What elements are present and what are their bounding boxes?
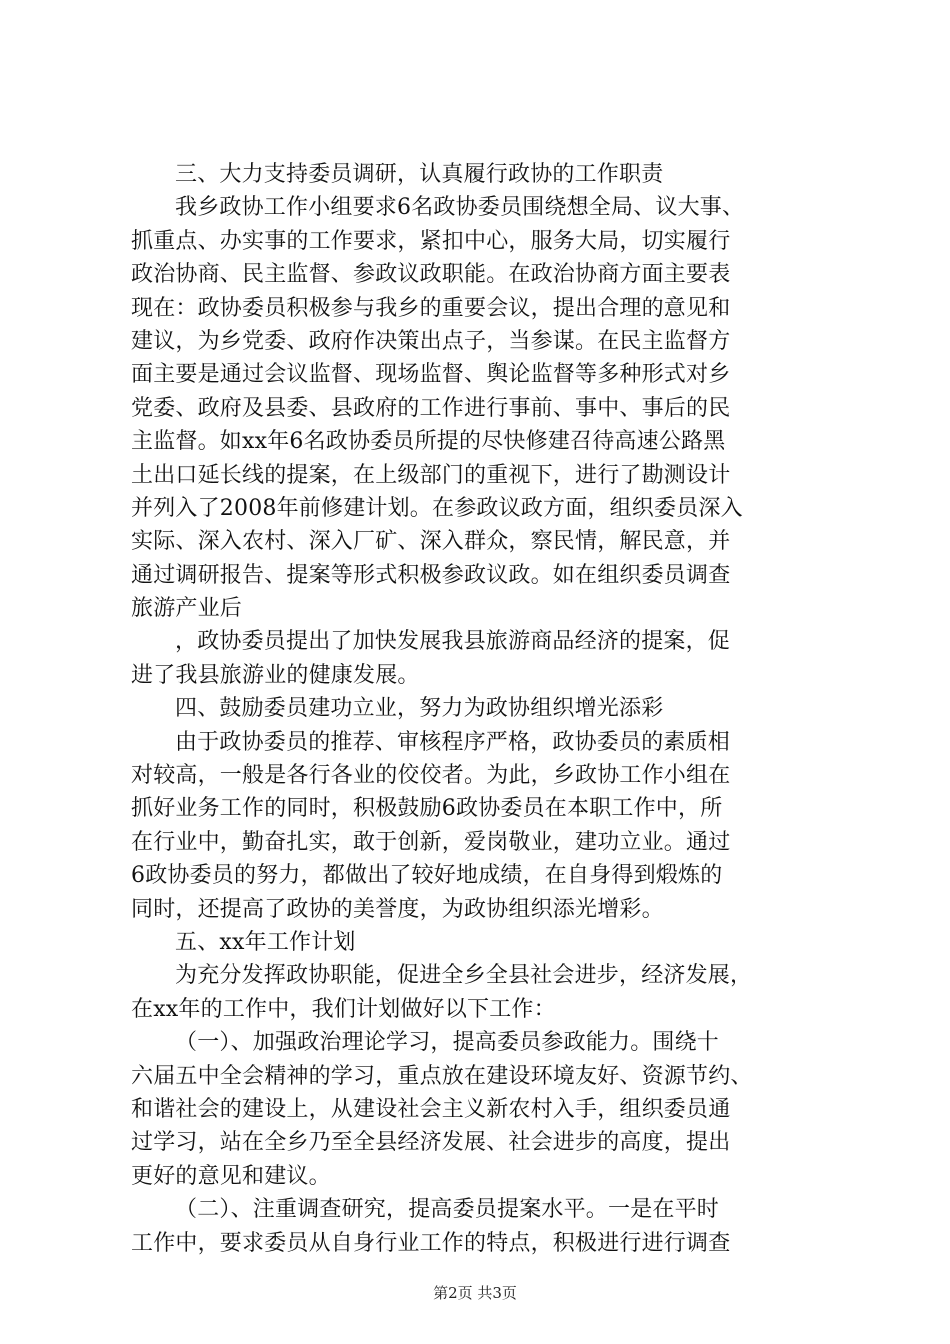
text-line: 为充分发挥政协职能，促进全乡全县社会进步，经济发展， [175, 963, 753, 989]
text-line: 过学习，站在全乡乃至全县经济发展、社会进步的高度，提出 [131, 1130, 731, 1156]
section-heading: 三、大力支持委员调研，认真履行政协的工作职责 [175, 162, 664, 187]
text-line: 六届五中全会精神的学习，重点放在建设环境友好、资源节约、 [131, 1063, 753, 1089]
document-body [131, 158, 835, 1260]
text-line: 更好的意见和建议。 [131, 1163, 331, 1189]
text-line: 同时，还提高了政协的美誉度，为政协组织添光增彩。 [131, 896, 664, 922]
text-line: 通过调研报告、提案等形式积极参政议政。如在组织委员调查 [131, 562, 731, 588]
text-line: 党委、政府及县委、县政府的工作进行事前、事中、事后的民 [131, 395, 731, 421]
text-line: 旅游产业后 [131, 596, 243, 622]
text-line: （一）、加强政治理论学习，提高委员参政能力。围绕十 [175, 1030, 720, 1056]
text-line: 实际、深入农村、深入厂矿、深入群众，察民情，解民意，并 [131, 529, 731, 555]
text-line: 在xx年的工作中，我们计划做好以下工作： [131, 996, 556, 1022]
text-line: 对较高，一般是各行各业的佼佼者。为此，乡政协工作小组在 [131, 763, 731, 789]
text-line: 主监督。如xx年6名政协委员所提的尽快修建召待高速公路黑 [131, 429, 726, 455]
text-line: 我乡政协工作小组要求6名政协委员围绕想全局、议大事、 [175, 195, 745, 221]
text-line: 和谐社会的建设上，从建设社会主义新农村入手，组织委员通 [131, 1096, 731, 1122]
text-line: （二）、注重调查研究，提高委员提案水平。一是在平时 [175, 1197, 720, 1223]
text-line: 抓重点、办实事的工作要求，紧扣中心，服务大局，切实履行 [131, 228, 731, 254]
text-line: 工作中，要求委员从自身行业工作的特点，积极进行进行调查 [131, 1230, 731, 1256]
text-line: 土出口延长线的提案，在上级部门的重视下，进行了勘测设计 [131, 462, 731, 488]
text-line: 政治协商、民主监督、参政议政职能。在政治协商方面主要表 [131, 262, 731, 288]
text-line: 进了我县旅游业的健康发展。 [131, 662, 420, 688]
text-line: ，政协委员提出了加快发展我县旅游商品经济的提案，促 [175, 629, 731, 655]
text-line: 在行业中，勤奋扎实，敢于创新，爱岗敬业，建功立业。通过 [131, 829, 731, 855]
text-line: 抓好业务工作的同时，积极鼓励6政协委员在本职工作中，所 [131, 796, 723, 822]
text-line: 现在：政协委员积极参与我乡的重要会议，提出合理的意见和 [131, 295, 731, 321]
page-number-footer: 第2页 共3页 [433, 1284, 517, 1302]
text-line: 建议，为乡党委、政府作决策出点子，当参谋。在民主监督方 [131, 328, 731, 354]
text-line: 由于政协委员的推荐、审核程序严格，政协委员的素质相 [175, 729, 731, 755]
text-line: 6政协委员的努力，都做出了较好地成绩，在自身得到煅炼的 [131, 863, 723, 889]
section-heading: 四、鼓励委员建功立业，努力为政协组织增光添彩 [175, 696, 664, 722]
text-line: 并列入了2008年前修建计划。在参政议政方面，组织委员深入 [131, 495, 743, 521]
section-heading: 五、xx年工作计划 [175, 929, 356, 955]
text-line: 面主要是通过会议监督、现场监督、舆论监督等多种形式对乡 [131, 362, 731, 388]
